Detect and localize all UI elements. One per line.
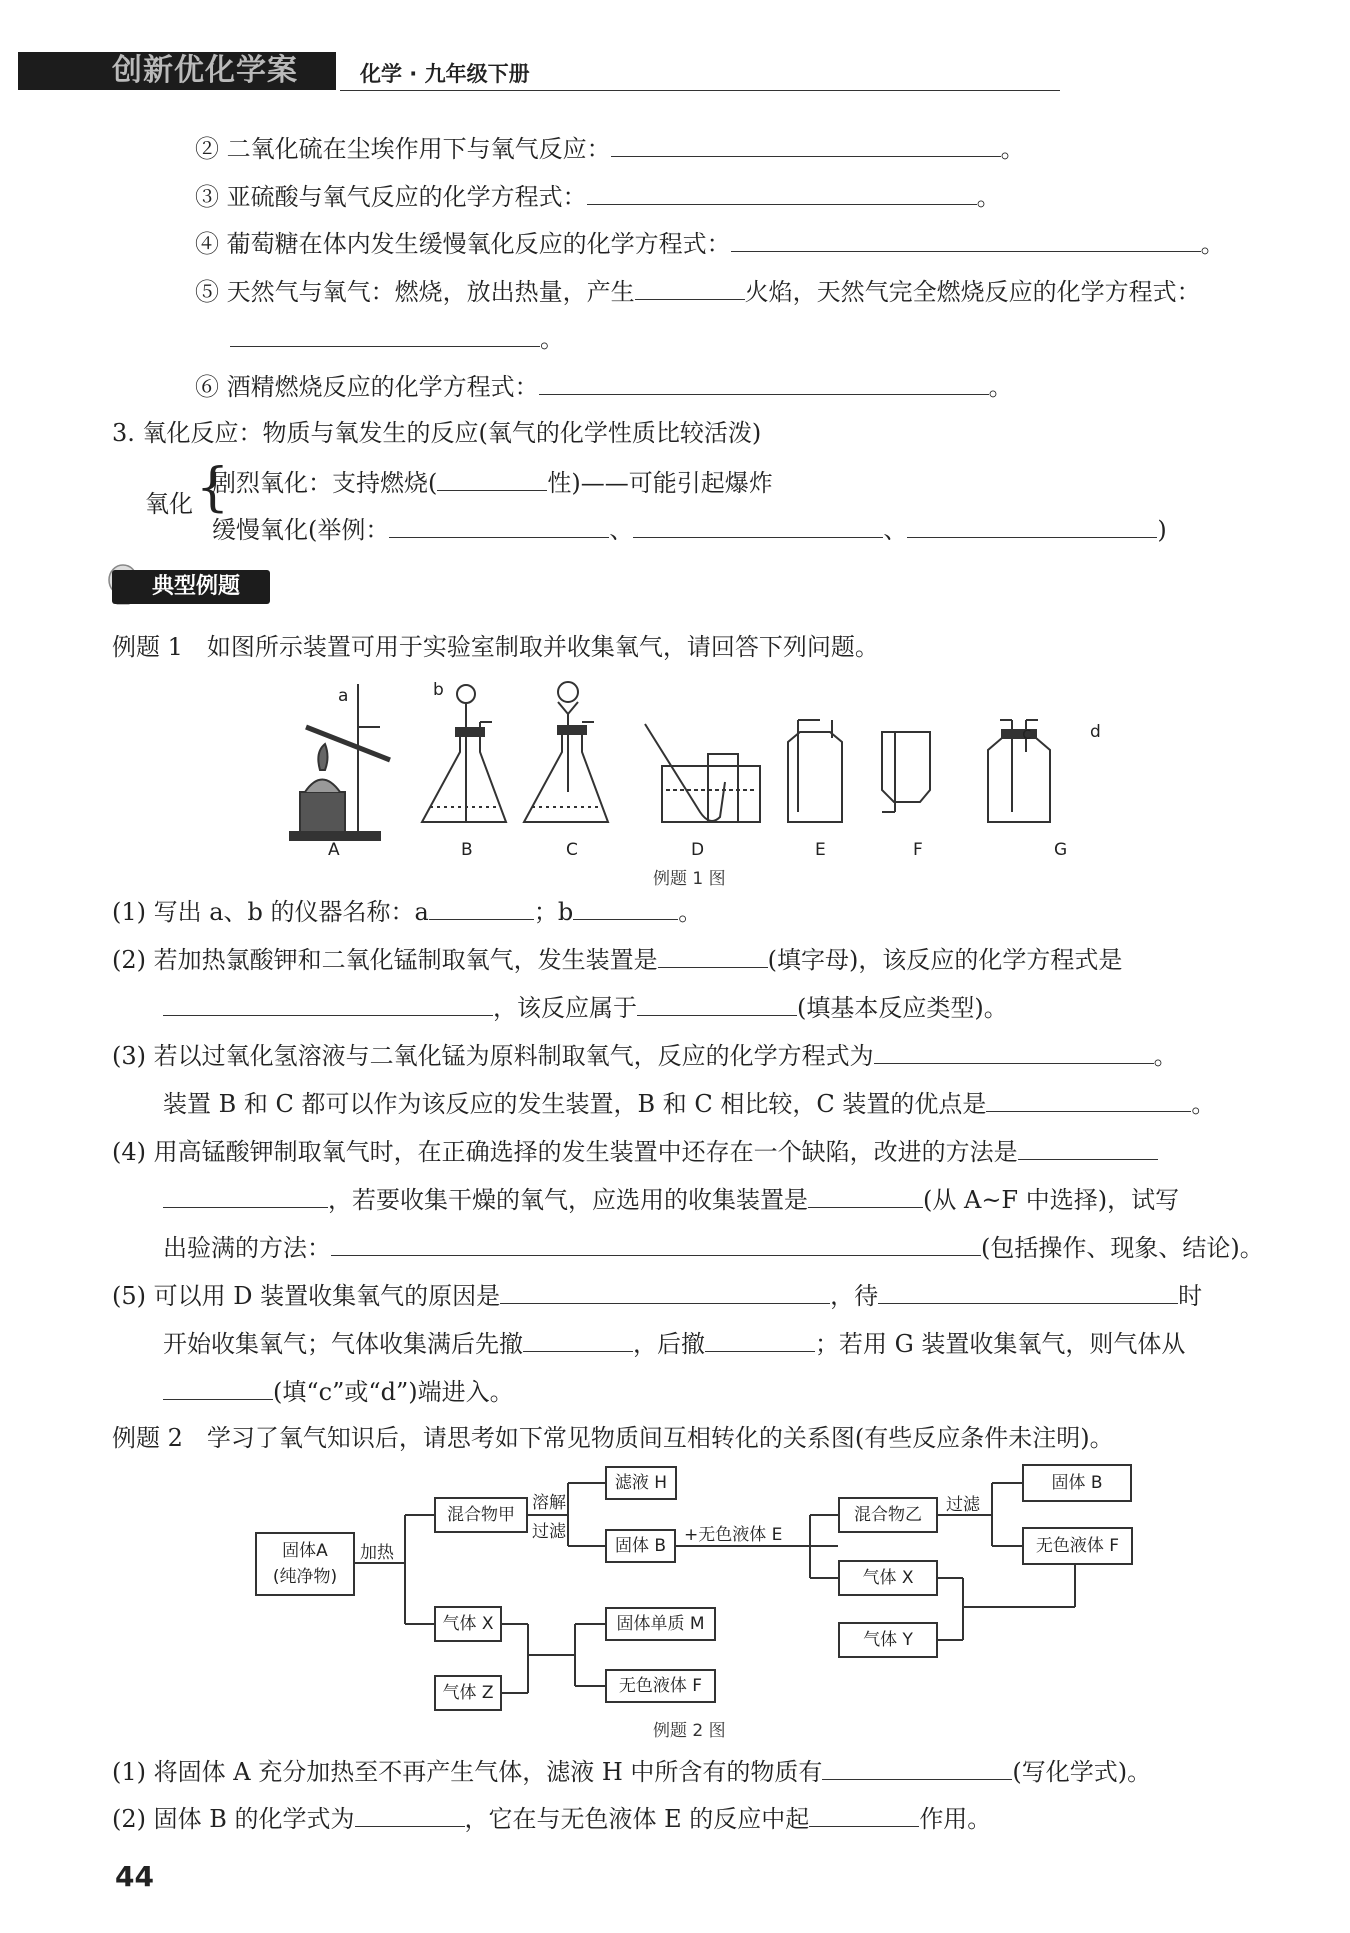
node-liquid-f-2: 无色液体 F — [605, 1669, 716, 1703]
line-4: ④ 葡萄糖在体内发生缓慢氧化反应的化学方程式： 。 — [195, 225, 1225, 261]
ex1-q5-cont: 开始收集氧气；气体收集满后先撤 ，后撤 ；若用 G 装置收集氧气，则气体从 — [163, 1325, 1185, 1361]
line-3: ③ 亚硫酸与氧气反应的化学方程式： 。 — [195, 178, 1001, 214]
node-gas-y: 气体 Y — [838, 1622, 938, 1658]
edge-label-filter-1: 过滤 — [532, 1522, 566, 1542]
node-mixture-1: 混合物甲 — [434, 1497, 528, 1533]
page-number: 44 — [115, 1860, 154, 1893]
edge-label-heat: 加热 — [360, 1543, 394, 1563]
pointer-label-b: b — [433, 680, 444, 700]
ex1-intro: 例题 1 如图所示装置可用于实验室制取并收集氧气，请回答下列问题。 — [112, 633, 879, 661]
node-filtrate-h: 滤液 H — [605, 1466, 677, 1500]
brace-icon: { — [196, 458, 230, 518]
node-gas-z: 气体 Z — [434, 1675, 502, 1711]
apparatus-label-g: G — [1054, 840, 1068, 860]
apparatus-label-c: C — [566, 840, 578, 860]
ex2-q2: (2) 固体 B 的化学式为 ，它在与无色液体 E 的反应中起 作用。 — [112, 1800, 991, 1836]
edge-label-dissolve: 溶解 — [532, 1493, 566, 1513]
ex2-caption: 例题 2 图 — [653, 1721, 726, 1741]
ex1-q4: (4) 用高锰酸钾制取氧气时，在正确选择的发生装置中还存在一个缺陷，改进的方法是 — [112, 1133, 1158, 1169]
node-mixture-2: 混合物乙 — [838, 1497, 938, 1533]
apparatus-label-d: D — [691, 840, 705, 860]
node-solid-b-2: 固体 B — [1022, 1464, 1132, 1502]
ex1-q5-cont2: (填“c”或“d”)端进入。 — [163, 1373, 514, 1409]
ex1-q3-cont: 装置 B 和 C 都可以作为该反应的发生装置，B 和 C 相比较，C 装置的优点是 。 — [163, 1085, 1215, 1121]
ex1-caption: 例题 1 图 — [653, 869, 726, 889]
apparatus-label-b: B — [461, 840, 473, 860]
node-gas-x-1: 气体 X — [838, 1560, 938, 1596]
line-oxidation: 3. 氧化反应：物质与氧发生的反应(氧气的化学性质比较活泼) — [112, 419, 762, 447]
header-brand: 创新优化学案 — [112, 53, 298, 88]
node-solid-b-1: 固体 B — [605, 1529, 676, 1563]
line-5: ⑤ 天然气与氧气：燃烧，放出热量，产生 火焰，天然气完全燃烧反应的化学方程式： — [195, 273, 1201, 309]
ex1-q4-cont: ，若要收集干燥的氧气，应选用的收集装置是 (从 A~F 中选择)，试写 — [163, 1181, 1179, 1217]
ex2-q1: (1) 将固体 A 充分加热至不再产生气体，滤液 H 中所含有的物质有 (写化学式)。 — [112, 1753, 1151, 1789]
node-gas-x-2: 气体 X — [434, 1606, 502, 1642]
apparatus-label-e: E — [815, 840, 826, 860]
slow-oxidation: 缓慢氧化(举例： 、 、 ) — [212, 511, 1167, 547]
oxidation-label: 氧化 — [145, 490, 193, 518]
edge-label-filter-2: 过滤 — [946, 1495, 980, 1515]
ex1-q2: (2) 若加热氯酸钾和二氧化锰制取氧气，发生装置是 (填字母)，该反应的化学方程式是 — [112, 941, 1122, 977]
ex1-q4-cont2: 出验满的方法： (包括操作、现象、结论)。 — [163, 1229, 1264, 1265]
ex1-q5: (5) 可以用 D 装置收集氧气的原因是 ，待 时 — [112, 1277, 1202, 1313]
apparatus-label-a: A — [328, 840, 340, 860]
ex2-intro: 例题 2 学习了氧气知识后，请思考如下常见物质间互相转化的关系图(有些反应条件未注明)。 — [112, 1424, 1114, 1452]
ex1-q2-cont: ，该反应属于 (填基本反应类型)。 — [163, 989, 1008, 1025]
line-5-cont: 。 — [230, 320, 564, 356]
apparatus-label-f: F — [913, 840, 923, 860]
edge-label-plus-e: +无色液体 E — [684, 1525, 783, 1545]
violent-oxidation: 剧烈氧化：支持燃烧( 性)——可能引起爆炸 — [212, 464, 773, 500]
pointer-label-d: d — [1090, 722, 1101, 742]
header-subject: 化学 · 九年级下册 — [360, 62, 530, 86]
ex1-q3: (3) 若以过氧化氢溶液与二氧化锰为原料制取氧气，反应的化学方程式为 。 — [112, 1037, 1178, 1073]
line-6: ⑥ 酒精燃烧反应的化学方程式： 。 — [195, 368, 1013, 404]
line-2: ② 二氧化硫在尘埃作用下与氧气反应： 。 — [195, 130, 1025, 166]
pointer-label-c: c — [1022, 724, 1032, 744]
node-solid-m: 固体单质 M — [605, 1607, 716, 1641]
pointer-label-a: a — [338, 686, 349, 706]
node-liquid-f-1: 无色液体 F — [1022, 1527, 1133, 1565]
node-solid-a: 固体A (纯净物) — [255, 1532, 355, 1596]
ex1-q1: (1) 写出 a、b 的仪器名称：a ；b 。 — [112, 893, 702, 929]
section-title: 典型例题 — [112, 570, 270, 604]
